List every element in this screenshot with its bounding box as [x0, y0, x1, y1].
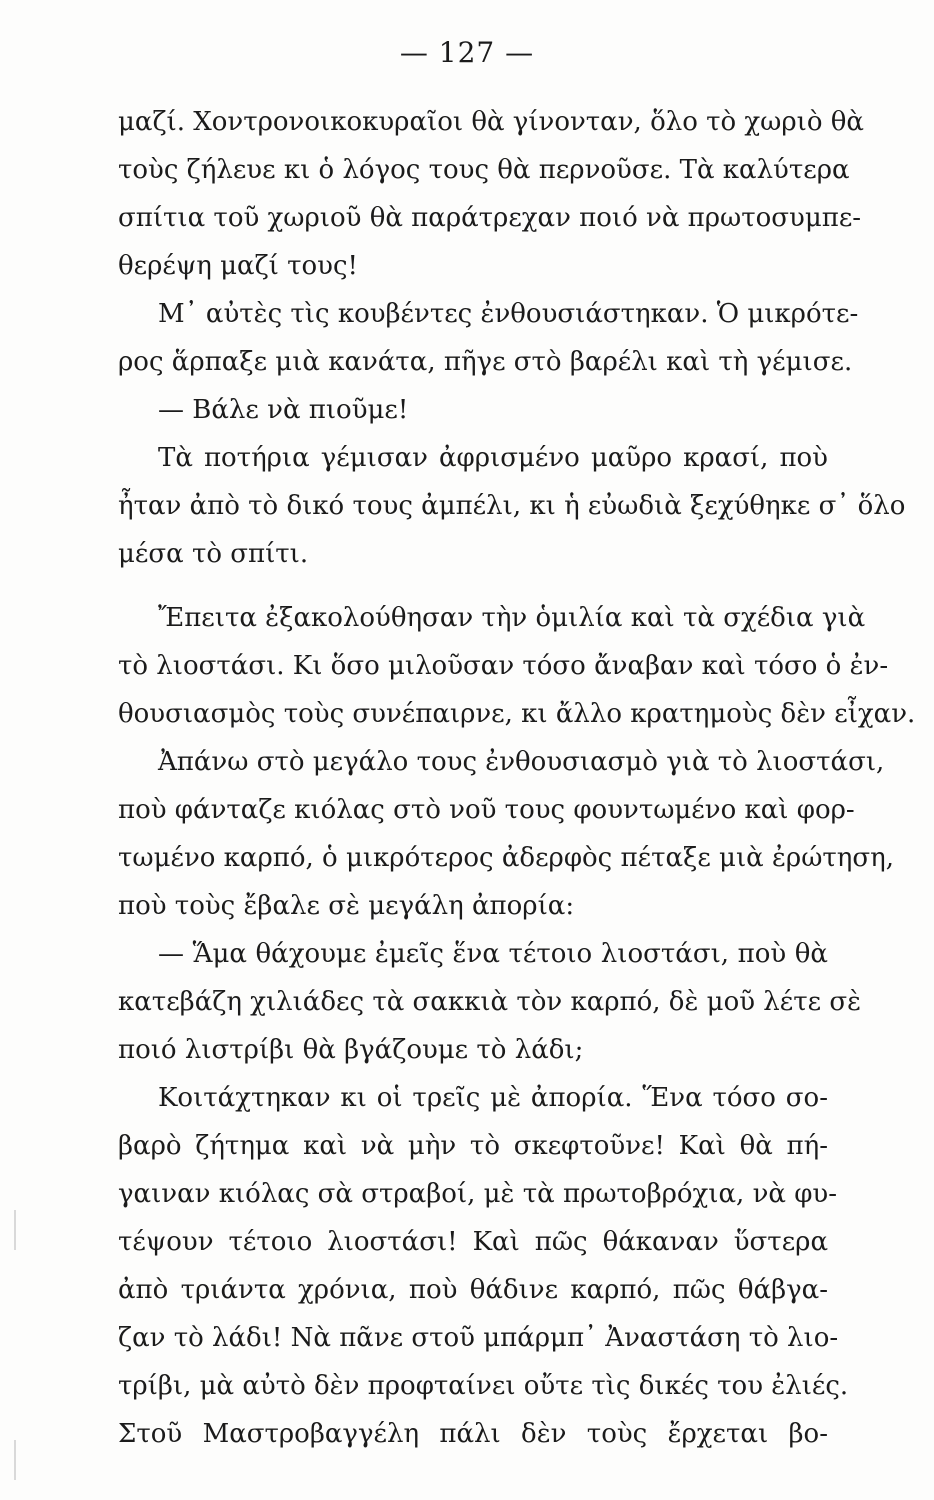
text-line: θουσιασμὸς τοὺς συνέπαιρνε, κι ἄλλο κρατημοὺς δὲν εἶχαν.: [118, 699, 916, 729]
text-line: κατεβάζη χιλιάδες τὰ σακκιὰ τὸν καρπό, δὲ μοῦ λέτε σὲ: [118, 987, 862, 1017]
text-line: — Βάλε νὰ πιοῦμε!: [158, 395, 409, 425]
text-line: τρίβι, μὰ αὐτὸ δὲν προφταίνει οὔτε τὶς δικές του ἐλιές.: [118, 1371, 849, 1401]
text-line: ποὺ τοὺς ἔβαλε σὲ μεγάλη ἀπορία:: [118, 891, 575, 921]
text-line: — Ἅμα θάχουμε ἐμεῖς ἕνα τέτοιο λιοστάσι, ποὺ θὰ: [158, 939, 828, 969]
text-line: ζαν τὸ λάδι! Νὰ πᾶνε στοῦ μπάρμπ᾽ Ἀναστάση τὸ λιο-: [118, 1323, 839, 1353]
text-line: τωμένο καρπό, ὁ μικρότερος ἀδερφὸς πέταξε μιὰ ἐρώτηση,: [118, 843, 894, 873]
margin-mark: [14, 1440, 16, 1480]
text-line: Ἔπειτα ἐξακολούθησαν τὴν ὁμιλία καὶ τὰ σχέδια γιὰ: [158, 603, 866, 633]
page-number: — 127 —: [399, 36, 535, 69]
text-line: μαζί. Χοντρονοικοκυραῖοι θὰ γίνονταν, ὅλο τὸ χωριὸ θὰ: [118, 107, 864, 137]
text-line: Κοιτάχτηκαν κι οἱ τρεῖς μὲ ἀπορία. Ἕνα τόσο σο-: [158, 1083, 828, 1113]
text-line: βαρὸ ζήτημα καὶ νὰ μὴν τὸ σκεφτοῦνε! Καὶ θὰ πή-: [118, 1131, 828, 1161]
text-line: ποιό λιστρίβι θὰ βγάζουμε τὸ λάδι;: [118, 1035, 584, 1065]
text-line: θερέψη μαζί τους!: [118, 251, 358, 281]
margin-mark: [14, 1210, 16, 1250]
text-line: Τὰ ποτήρια γέμισαν ἀφρισμένο μαῦρο κρασί, ποὺ: [158, 443, 828, 473]
text-line: μέσα τὸ σπίτι.: [118, 539, 309, 569]
text-line: ἀπὸ τριάντα χρόνια, ποὺ θάδινε καρπό, πῶς θάβγα-: [118, 1275, 828, 1305]
text-line: τὸ λιοστάσι. Κι ὅσο μιλοῦσαν τόσο ἄναβαν καὶ τόσο ὁ ἐν-: [118, 651, 889, 681]
text-line: γαιναν κιόλας σὰ στραβοί, μὲ τὰ πρωτοβρόχια, νὰ φυ-: [118, 1179, 837, 1209]
text-line: τοὺς ζήλευε κι ὁ λόγος τους θὰ περνοῦσε. Τὰ καλύτερα: [118, 155, 850, 185]
paragraph-gap: [118, 578, 828, 594]
text-line: Μ᾽ αὐτὲς τὶς κουβέντες ἐνθουσιάστηκαν. Ὁ μικρότε-: [158, 299, 859, 329]
text-line: σπίτια τοῦ χωριοῦ θὰ παράτρεχαν ποιό νὰ πρωτοσυμπε-: [118, 203, 862, 233]
body-text: [118, 98, 916, 1458]
text-line: τέψουν τέτοιο λιοστάσι! Καὶ πῶς θάκαναν ὕστερα: [118, 1227, 828, 1257]
text-line: ρος ἅρπαξε μιὰ κανάτα, πῆγε στὸ βαρέλι καὶ τὴ γέμισε.: [118, 347, 853, 377]
text-line: ἦταν ἀπὸ τὸ δικό τους ἀμπέλι, κι ἡ εὐωδιὰ ξεχύθηκε σ᾽ ὅλο: [118, 491, 906, 521]
text-line: Ἀπάνω στὸ μεγάλο τους ἐνθουσιασμὸ γιὰ τὸ λιοστάσι,: [158, 747, 885, 777]
text-line: Στοῦ Μαστροβαγγέλη πάλι δὲν τοὺς ἔρχεται βο-: [118, 1419, 828, 1449]
text-line: ποὺ φάνταζε κιόλας στὸ νοῦ τους φουντωμένο καὶ φορ-: [118, 795, 855, 825]
